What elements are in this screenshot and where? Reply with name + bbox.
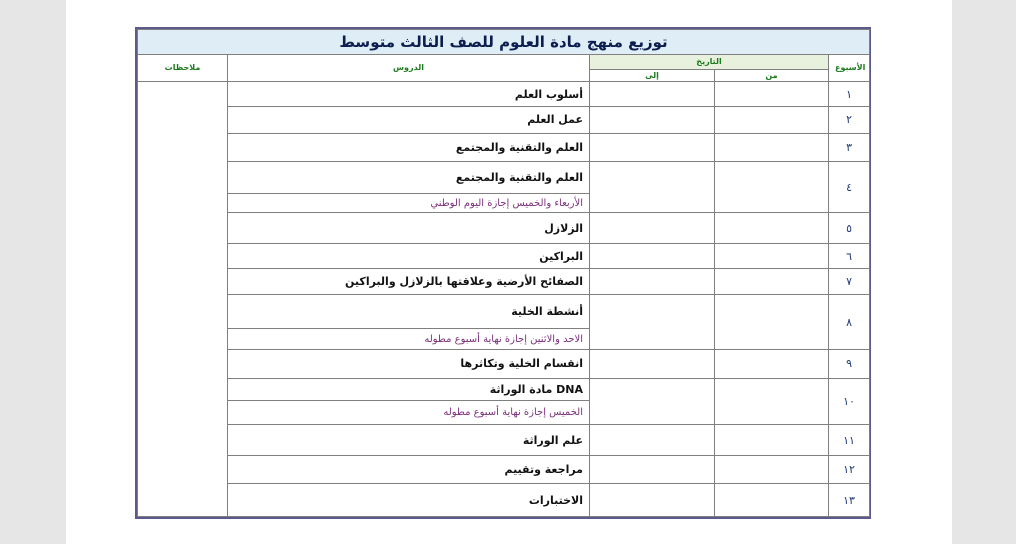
date-to-cell xyxy=(590,378,715,424)
date-to-cell xyxy=(590,244,715,269)
lesson-cell: أنشطة الخلية xyxy=(228,295,590,329)
week-note: الأربعاء والخميس إجازة اليوم الوطني xyxy=(228,194,590,213)
week-number: ٦ xyxy=(829,244,870,269)
week-number: ٨ xyxy=(829,295,870,349)
date-from-cell xyxy=(715,133,829,162)
schedule-table-frame xyxy=(135,27,871,519)
lesson-cell: عمل العلم xyxy=(228,106,590,133)
lesson-cell: انقسام الخلية وتكاثرها xyxy=(228,349,590,378)
date-to-cell xyxy=(590,295,715,349)
header-from: من xyxy=(715,69,829,81)
date-to-cell xyxy=(590,456,715,484)
header-date: التاريخ xyxy=(590,54,829,69)
date-to-cell xyxy=(590,162,715,213)
week-number: ١٠ xyxy=(829,378,870,424)
date-from-cell xyxy=(715,106,829,133)
date-from-cell xyxy=(715,484,829,517)
date-from-cell xyxy=(715,424,829,456)
lesson-cell: الزلازل xyxy=(228,213,590,244)
week-number: ١٢ xyxy=(829,456,870,484)
date-from-cell xyxy=(715,268,829,295)
week-note: الخميس إجازة نهاية أسبوع مطوله xyxy=(228,401,590,425)
lesson-cell: البراكين xyxy=(228,244,590,269)
week-number: ٣ xyxy=(829,133,870,162)
date-to-cell xyxy=(590,213,715,244)
table-title: توزيع منهج مادة العلوم للصف الثالث متوسط xyxy=(138,30,870,55)
lesson-cell: أسلوب العلم xyxy=(228,82,590,107)
date-to-cell xyxy=(590,484,715,517)
right-margin xyxy=(952,0,1016,544)
lesson-cell: العلم والتقنية والمجتمع xyxy=(228,133,590,162)
week-number: ٤ xyxy=(829,162,870,213)
schedule-table xyxy=(137,29,870,517)
date-from-cell xyxy=(715,244,829,269)
date-to-cell xyxy=(590,349,715,378)
date-to-cell xyxy=(590,268,715,295)
header-notes: ملاحظات xyxy=(138,54,228,82)
header-lessons: الدروس xyxy=(228,54,590,82)
week-number: ٥ xyxy=(829,213,870,244)
week-number: ٧ xyxy=(829,268,870,295)
date-from-cell xyxy=(715,162,829,213)
lesson-cell: الاختبارات xyxy=(228,484,590,517)
lesson-cell: مراجعة وتقييم xyxy=(228,456,590,484)
date-to-cell xyxy=(590,106,715,133)
lesson-cell: علم الوراثة xyxy=(228,424,590,456)
date-to-cell xyxy=(590,82,715,107)
week-number: ١٣ xyxy=(829,484,870,517)
week-number: ٩ xyxy=(829,349,870,378)
week-number: ٢ xyxy=(829,106,870,133)
week-number: ١ xyxy=(829,82,870,107)
date-to-cell xyxy=(590,424,715,456)
lesson-cell: العلم والتقنية والمجتمع xyxy=(228,162,590,194)
date-from-cell xyxy=(715,82,829,107)
left-margin xyxy=(0,0,66,544)
date-from-cell xyxy=(715,456,829,484)
date-from-cell xyxy=(715,349,829,378)
lesson-cell: الصفائح الأرضية وعلاقتها بالزلازل والبراكين xyxy=(228,268,590,295)
date-from-cell xyxy=(715,378,829,424)
lesson-cell: مادة الوراثة DNA xyxy=(228,378,590,401)
header-to: إلى xyxy=(590,69,715,81)
week-note: الاحد والاثنين إجازة نهاية أسبوع مطوله xyxy=(228,329,590,350)
header-week: الأسبوع xyxy=(829,54,870,82)
date-from-cell xyxy=(715,213,829,244)
date-to-cell xyxy=(590,133,715,162)
date-from-cell xyxy=(715,295,829,349)
week-number: ١١ xyxy=(829,424,870,456)
notes-column xyxy=(138,82,228,517)
